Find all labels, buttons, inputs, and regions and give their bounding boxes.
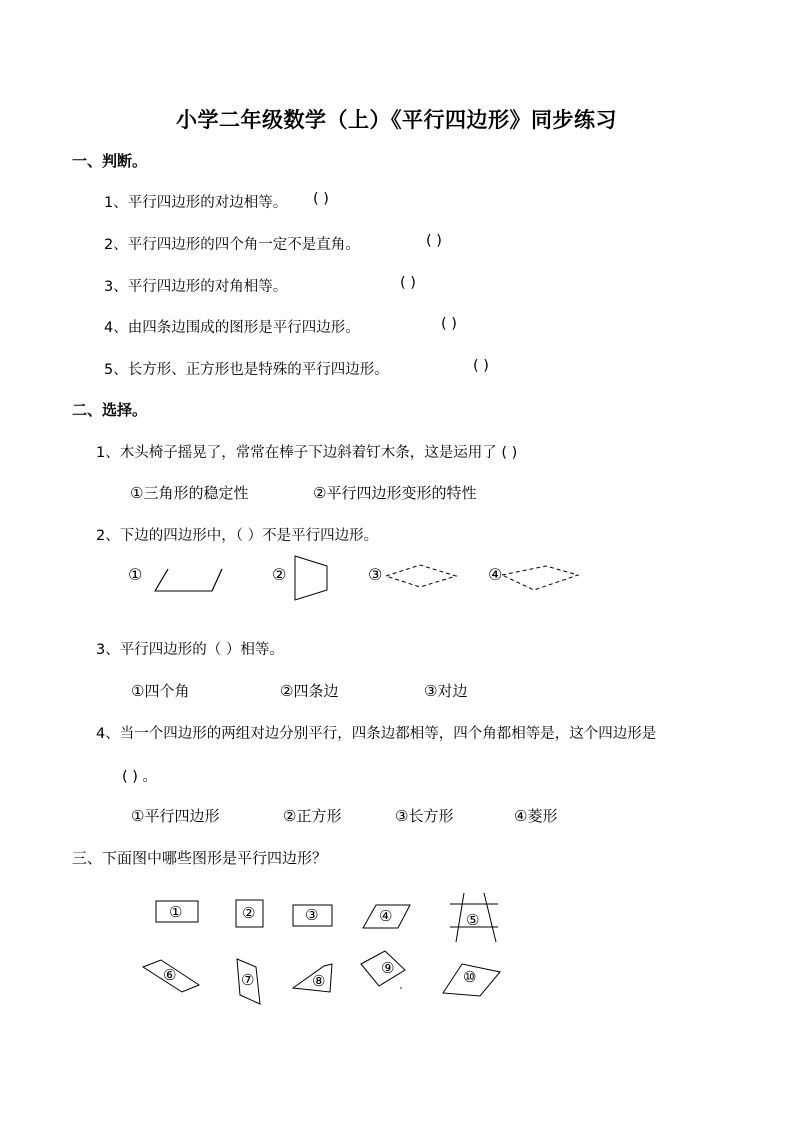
- choice-q3: 3、平行四边形的（ ）相等。: [96, 642, 284, 658]
- judge-answer-5[interactable]: ( ): [473, 358, 489, 374]
- figure-label-1: ①: [169, 903, 183, 921]
- choice-q3-option2[interactable]: ②四条边: [280, 682, 339, 700]
- choice-q2: 2、下边的四边形中，（ ）不是平行四边形。: [96, 528, 379, 544]
- figure-label-6: ⑥: [163, 966, 177, 984]
- judge-answer-4[interactable]: ( ): [441, 316, 457, 332]
- section1-heading: 一、判断。: [72, 152, 148, 170]
- choice-q2-label-3: ③: [368, 565, 383, 584]
- page-title: 小学二年级数学（上）《平行四边形》同步练习: [176, 108, 617, 132]
- figure-label-8: ⑧: [312, 972, 326, 990]
- judge-answer-2[interactable]: ( ): [426, 233, 442, 249]
- choice-q2-label-2: ②: [272, 565, 287, 584]
- figure-label-5: ⑤: [466, 911, 480, 929]
- figure-label-7: ⑦: [241, 971, 255, 989]
- judge-item-1: 1、平行四边形的对边相等。: [104, 195, 288, 211]
- choice-q2-label-1: ①: [128, 565, 143, 584]
- choice-q4-answer[interactable]: ( ) 。: [122, 769, 158, 785]
- judge-item-2: 2、平行四边形的四个角一定不是直角。: [104, 237, 360, 253]
- choice-q4-option2[interactable]: ②正方形: [283, 807, 342, 825]
- choice-q4-option4[interactable]: ④菱形: [514, 807, 558, 825]
- rhombus-dashed-shape-icon: [384, 563, 458, 589]
- choice-q1-option2[interactable]: ②平行四边形变形的特性: [313, 484, 477, 502]
- choice-q2-label-4: ④: [488, 565, 503, 584]
- judge-item-4: 4、由四条边围成的图形是平行四边形。: [104, 320, 360, 336]
- section2-heading: 二、选择。: [72, 401, 148, 419]
- figure-label-10: ⑩: [463, 968, 477, 986]
- choice-q4-option3[interactable]: ③长方形: [395, 807, 454, 825]
- figure-label-4: ④: [379, 907, 393, 925]
- section3-heading: 三、下面图中哪些图形是平行四边形？: [72, 849, 328, 867]
- parallelogram-dashed-shape-icon: [498, 563, 582, 593]
- figure-label-9: ⑨: [381, 959, 395, 977]
- judge-answer-3[interactable]: ( ): [400, 275, 416, 291]
- judge-item-5: 5、长方形、正方形也是特殊的平行四边形。: [104, 362, 389, 378]
- judge-answer-1[interactable]: ( ): [313, 191, 329, 207]
- trapezoid-shape-icon: [290, 554, 330, 602]
- choice-q3-option3[interactable]: ③对边: [424, 682, 468, 700]
- choice-q3-option1[interactable]: ①四个角: [131, 682, 190, 700]
- choice-q4-option1[interactable]: ①平行四边形: [131, 807, 220, 825]
- parallelogram-shape-icon: [150, 565, 230, 595]
- choice-q4: 4、当一个四边形的两组对边分别平行，四条边都相等，四个角都相等是，这个四边形是: [96, 726, 657, 742]
- figure-label-2: ②: [242, 904, 256, 922]
- choice-q1-option1[interactable]: ①三角形的稳定性: [130, 484, 249, 502]
- choice-q1: 1、木头椅子摇晃了，常常在棒子下边斜着钉木条，这是运用了 ( ): [96, 445, 518, 461]
- judge-item-3: 3、平行四边形的对角相等。: [104, 279, 288, 295]
- figure-label-3: ③: [305, 906, 319, 924]
